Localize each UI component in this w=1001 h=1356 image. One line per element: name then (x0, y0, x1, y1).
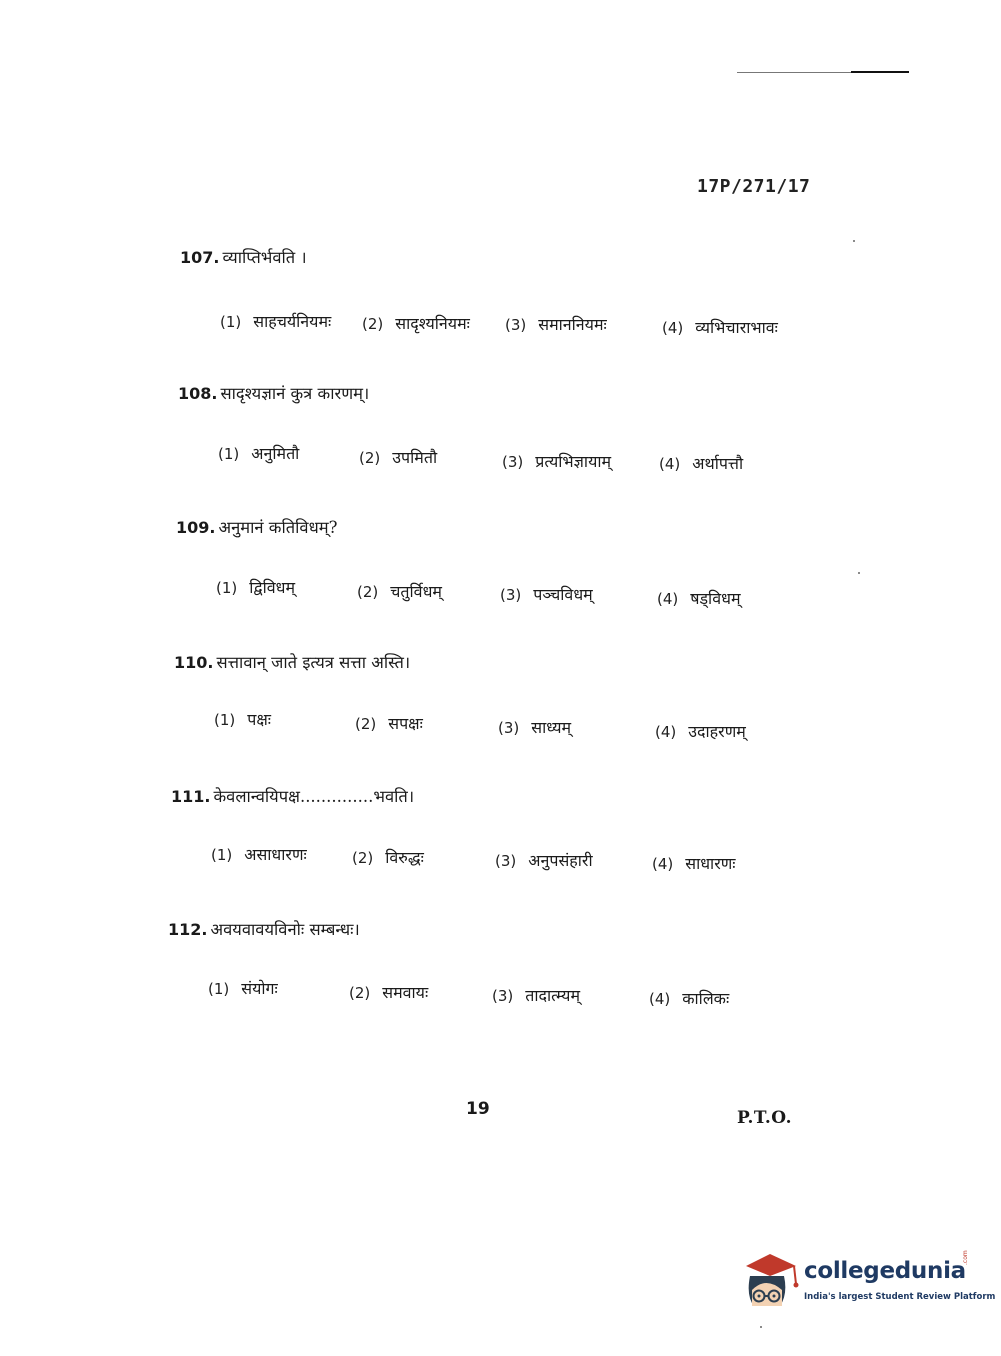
option-text: विरुद्धः (385, 848, 424, 867)
option-number: (2) (349, 984, 371, 1002)
top-rule (737, 71, 909, 73)
question-stem (168, 917, 360, 940)
option-text: समाननियमः (538, 315, 607, 334)
option-number: (3) (492, 987, 514, 1005)
top-rule-thick (851, 71, 909, 73)
brand-name: collegedunia (804, 1258, 966, 1284)
option-4 (662, 316, 778, 338)
option-text: तादात्म्यम् (525, 986, 581, 1005)
option-1 (220, 310, 331, 332)
option-2 (362, 312, 470, 334)
option-number: (4) (649, 990, 671, 1008)
paper-code: 17P/271/17 (697, 176, 811, 197)
option-number: (1) (214, 711, 236, 729)
mascot-logo-icon (740, 1250, 800, 1312)
question-number: 108. (178, 384, 218, 403)
option-text: अनुपसंहारी (528, 851, 593, 870)
option-number: (2) (362, 315, 384, 333)
option-text: साध्यम् (531, 718, 572, 737)
option-number: (4) (652, 855, 674, 873)
question-number: 109. (176, 518, 216, 537)
option-4 (649, 987, 729, 1009)
option-2 (355, 712, 423, 734)
brand-tagline: India's largest Student Review Platform (804, 1292, 996, 1302)
option-text: षड्विधम् (690, 589, 741, 608)
question-number: 112. (168, 920, 208, 939)
option-number: (2) (357, 583, 379, 601)
option-text: प्रत्यभिज्ञायाम् (535, 452, 612, 471)
brand-dotcom: .com (962, 1250, 969, 1265)
option-1 (208, 977, 278, 999)
question-number: 110. (174, 653, 214, 672)
option-text: संयोगः (241, 979, 278, 998)
option-text: व्यभिचाराभावः (695, 318, 778, 337)
option-text: द्विविधम् (249, 578, 296, 597)
option-4 (659, 452, 743, 474)
question-stem (178, 381, 369, 404)
option-4 (652, 852, 736, 874)
option-number: (2) (359, 449, 381, 467)
option-number: (3) (498, 719, 520, 737)
question-number: 107. (180, 248, 220, 267)
option-number: (1) (220, 313, 242, 331)
option-1 (216, 576, 295, 598)
option-text: अनुमितौ (251, 444, 300, 463)
top-rule-thin (737, 72, 855, 73)
option-4 (657, 587, 741, 609)
option-number: (3) (505, 316, 527, 334)
option-3 (500, 583, 593, 605)
option-text: अर्थापत्तौ (692, 454, 744, 473)
option-2 (357, 580, 442, 602)
option-number: (1) (208, 980, 230, 998)
question-stem (174, 650, 410, 673)
question-text: अवयवावयविनोः सम्बन्धः। (210, 920, 360, 939)
option-number: (3) (495, 852, 517, 870)
option-number: (2) (355, 715, 377, 733)
option-text: पञ्चविधम् (533, 585, 593, 604)
option-text: साहचर्यनियमः (253, 312, 332, 331)
option-2 (359, 446, 437, 468)
option-text: उदाहरणम् (688, 722, 746, 741)
option-text: समवायः (382, 983, 429, 1002)
option-number: (1) (211, 846, 233, 864)
question-text: व्याप्तिर्भवति । (222, 248, 307, 267)
question-stem (171, 784, 414, 807)
option-3 (505, 313, 607, 335)
option-text: सपक्षः (388, 714, 423, 733)
question-text: सत्तावान् जाते इत्यत्र सत्ता अस्ति। (216, 653, 411, 672)
option-number: (2) (352, 849, 374, 867)
option-4 (655, 720, 746, 742)
option-1 (218, 442, 299, 464)
scan-speck (858, 572, 860, 574)
option-3 (498, 716, 571, 738)
question-text: केवलान्वयिपक्ष..............भवति। (213, 787, 415, 806)
option-3 (492, 984, 580, 1006)
option-text: साधारणः (685, 854, 736, 873)
option-text: चतुर्विधम् (390, 582, 442, 601)
page-number: 19 (466, 1099, 490, 1119)
option-text: कालिकः (682, 989, 730, 1008)
collegedunia-watermark (740, 1250, 996, 1320)
option-number: (4) (655, 723, 677, 741)
option-text: उपमितौ (392, 448, 438, 467)
option-1 (211, 843, 307, 865)
option-number: (3) (500, 586, 522, 604)
option-3 (495, 849, 593, 871)
option-number: (3) (502, 453, 524, 471)
option-number: (4) (662, 319, 684, 337)
option-number: (4) (657, 590, 679, 608)
option-2 (352, 846, 424, 868)
question-text: सादृश्यज्ञानं कुत्र कारणम्। (220, 384, 370, 403)
question-stem (176, 515, 337, 538)
question-stem (180, 245, 307, 268)
pto-label: P.T.O. (737, 1108, 792, 1128)
option-2 (349, 981, 428, 1003)
option-3 (502, 450, 611, 472)
question-number: 111. (171, 787, 211, 806)
option-text: पक्षः (247, 710, 272, 729)
question-text: अनुमानं कतिविधम्? (218, 518, 338, 537)
option-number: (1) (216, 579, 238, 597)
option-text: सादृश्यनियमः (395, 314, 470, 333)
option-text: असाधारणः (244, 845, 307, 864)
scan-speck (853, 240, 855, 242)
scan-speck (760, 1326, 762, 1328)
option-number: (4) (659, 455, 681, 473)
option-number: (1) (218, 445, 240, 463)
option-1 (214, 708, 271, 730)
